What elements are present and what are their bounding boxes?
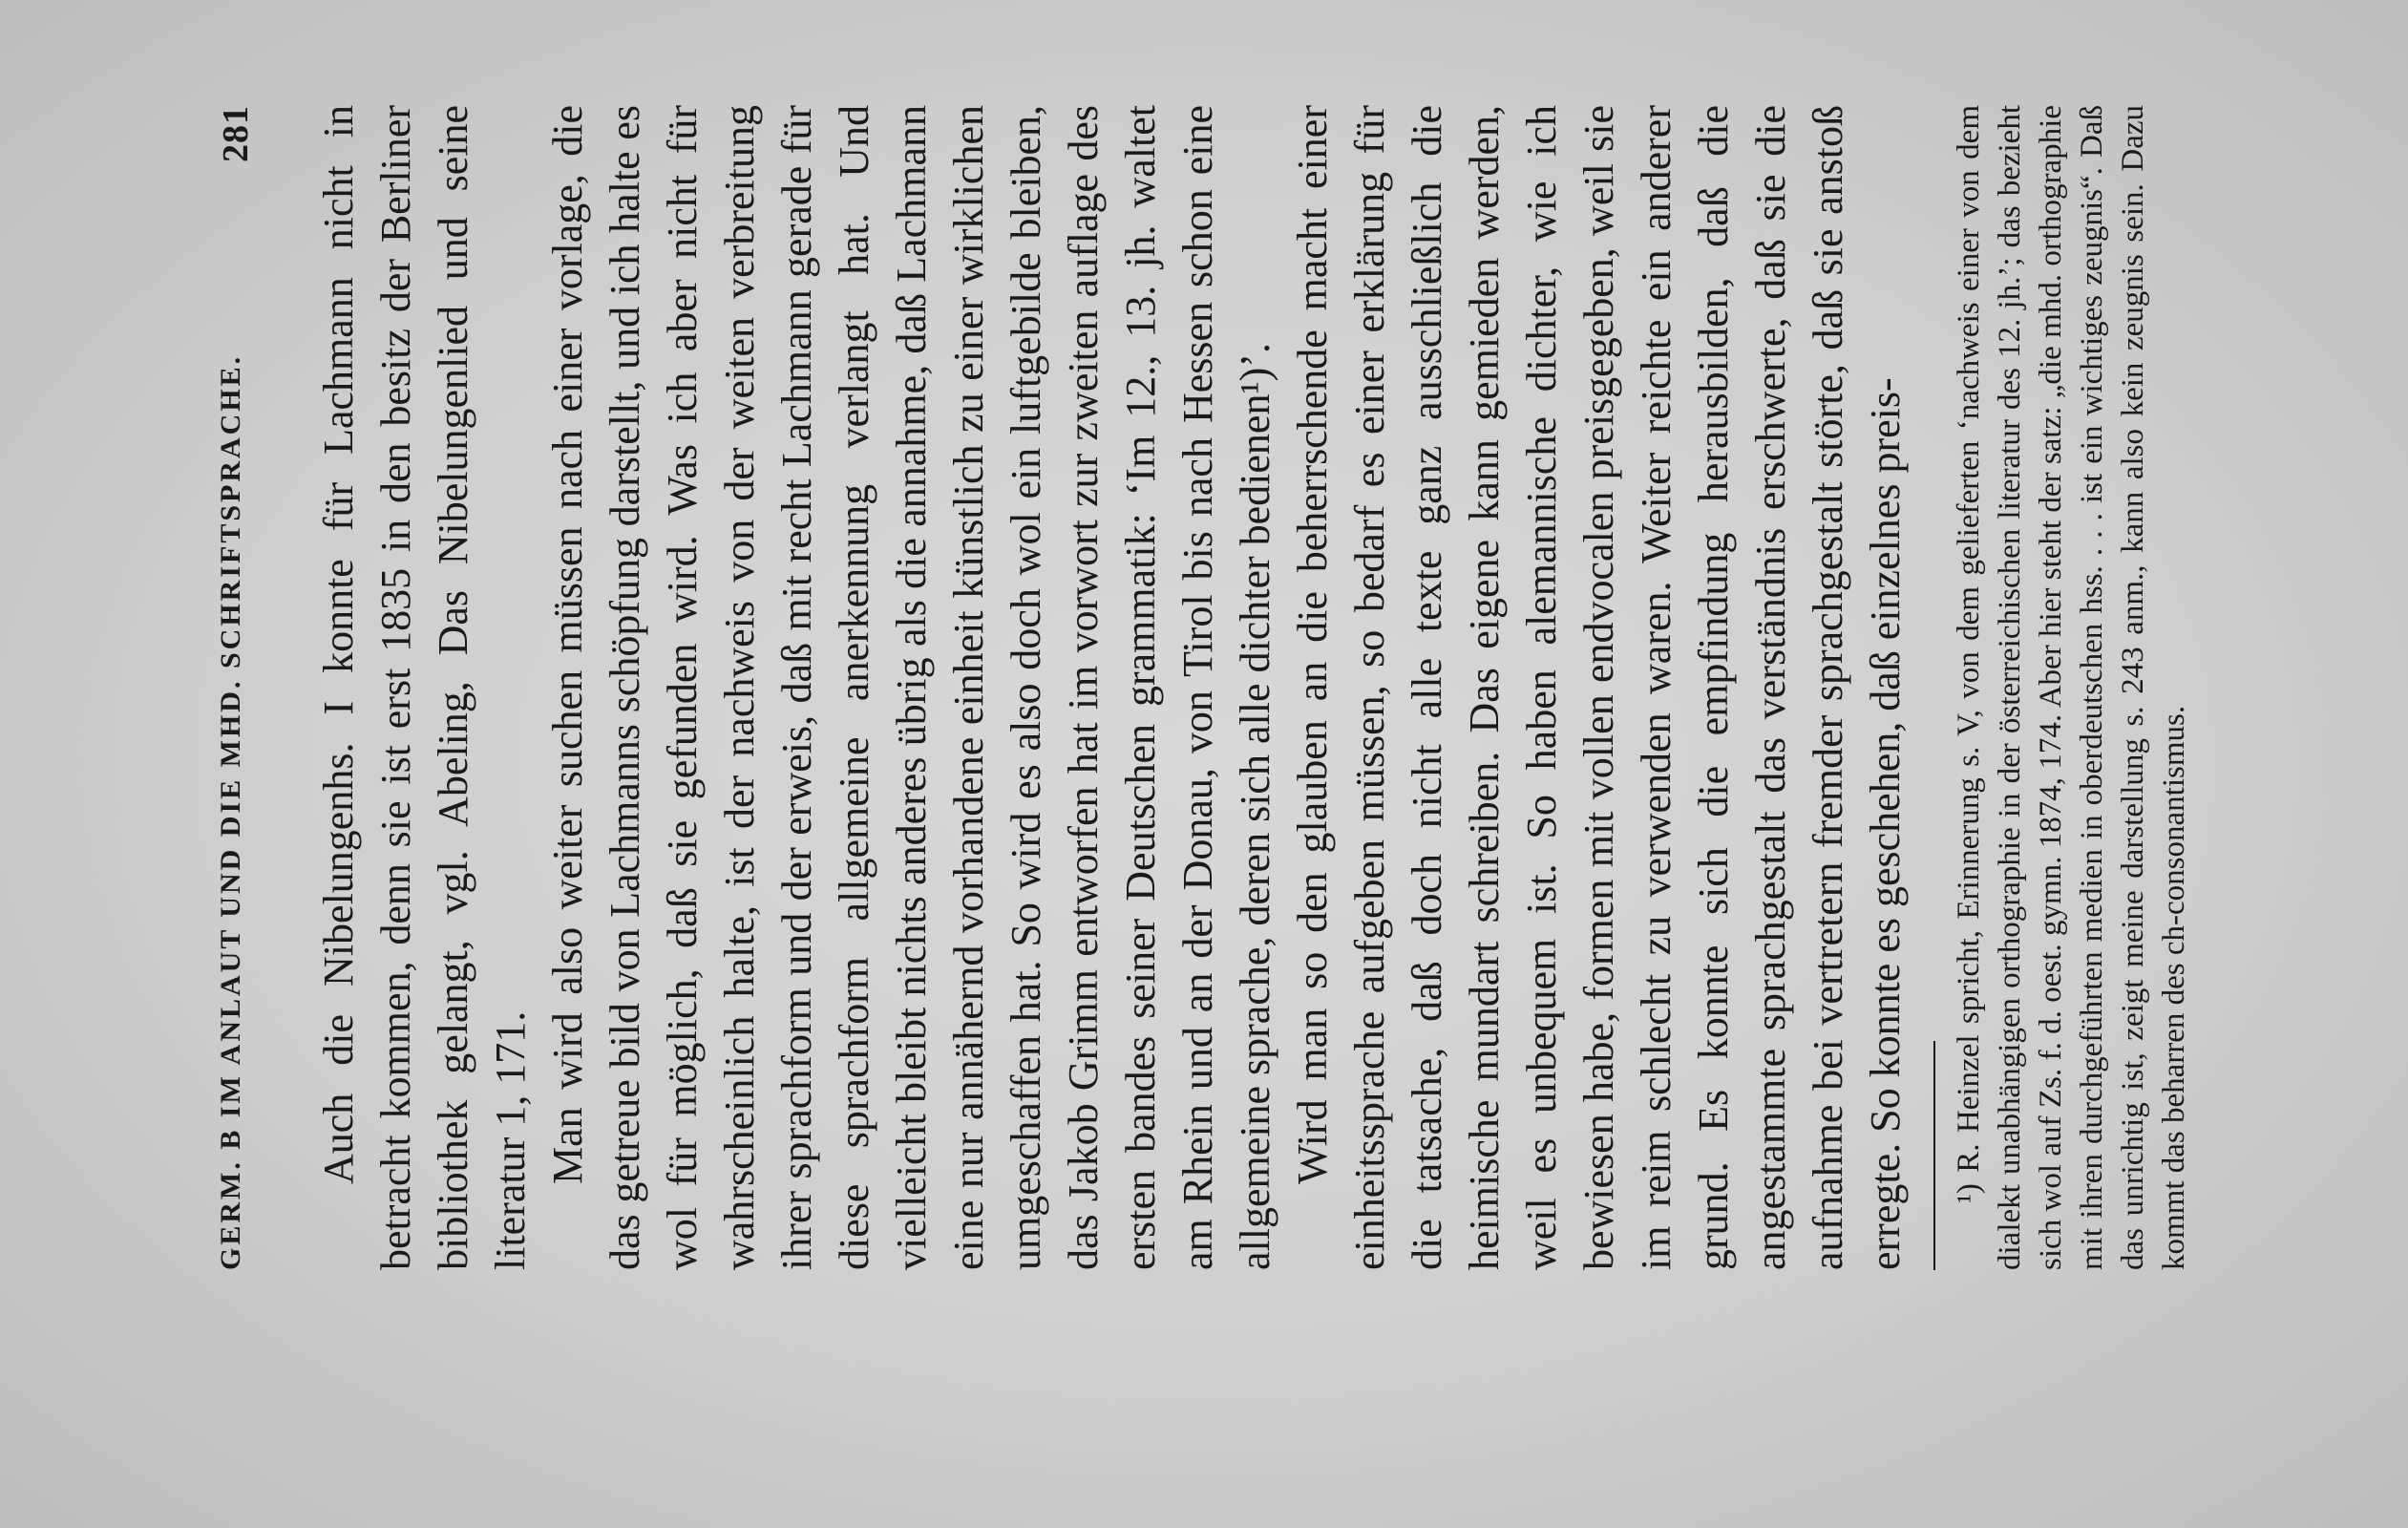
page-number: 281 <box>216 105 256 162</box>
rotated-book-page <box>124 48 2191 1385</box>
paragraph-1: Auch die Nibelungenhs. I konnte für Lachmann nicht in betracht kommen, denn sie ist erst 1835 in den besitz der Berliner bibliothek gelangt, vgl. Abeling, Das Nibelungenlied und seine literatur 1, 171. <box>315 105 534 1270</box>
paragraph-2: Man wird also weiter suchen müssen nach einer vorlage, die das getreue bild von Lachmanns schöpfung darstellt, und ich halte es wol für möglich, daß sie gefunden wird. Was ich aber nicht für wahrscheinlich halte, ist der nachweis von der weiten verbreitung ihrer sprachform und der erweis, daß mit recht Lachmann gerade für diese sprachform allgemeine anerkennung verlangt hat. Und vielleicht bleibt nichts anderes übrig als die annahme, daß Lachmann eine nur annähernd vorhandene einheit künstlich zu einer wirklichen umgeschaffen hat. So wird es also doch wol ein luftgebilde bleiben, das Jakob Grimm entworfen hat im vorwort zur zweiten auflage des ersten bandes seiner Deutschen grammatik: ‘Im 12., 13. jh. waltet am Rhein und an der Donau, von Tirol bis nach Hessen schon eine allgemeine sprache, deren sich alle dichter bedienen¹)’. <box>544 105 1278 1270</box>
running-header <box>215 105 272 1270</box>
paragraph-3: Wird man so den glauben an die beherrschende macht einer einheitssprache aufgeben müssen, so bedarf es einer erklärung für die tatsache, daß doch nicht alle texte ganz ausschließlich die heimische mundart schreiben. Das eigene kann gemieden werden, weil es unbequem ist. So haben alemannische dichter, wie ich bewiesen habe, formen mit vollen endvocalen preisgegeben, weil sie im reim schlecht zu verwenden waren. Weiter reichte ein anderer grund. Es konnte sich die empfindung herausbilden, daß die angestammte sprachgestalt das verständnis erschwerte, daß sie die aufnahme bei vertretern fremder sprachgestalt störte, daß sie anstoß erregte. So konnte es geschehen, daß einzelnes preis- <box>1289 105 1909 1270</box>
page-content <box>215 105 2195 1270</box>
running-head-title: GERM. B IM ANLAUT UND DIE MHD. SCHRIFTSPRACHE. <box>215 353 246 1270</box>
body-text <box>310 105 1914 1270</box>
footnote-divider <box>1933 1041 1935 1270</box>
footnote: ¹) R. Heinzel spricht, Erinnerung s. V, von dem gelieferten ‘nachweis einer von dem dialekt unabhängigen orthographie in der österreichischen literatur des 12. jh.’; das bezieht sich wol auf Zs. f. d. oest. gymn. 1874, 174. Aber hier steht der satz: „die mhd. orthographie mit ihren durchgeführten medien in oberdeutschen hss. . . . ist ein wichtiges zeugnis“. Daß das unrichtig ist, zeigt meine darstellung s. 243 anm., kann also kein zeugnis sein. Dazu kommt das beharren des ch-consonantismus. <box>1952 105 2191 1270</box>
